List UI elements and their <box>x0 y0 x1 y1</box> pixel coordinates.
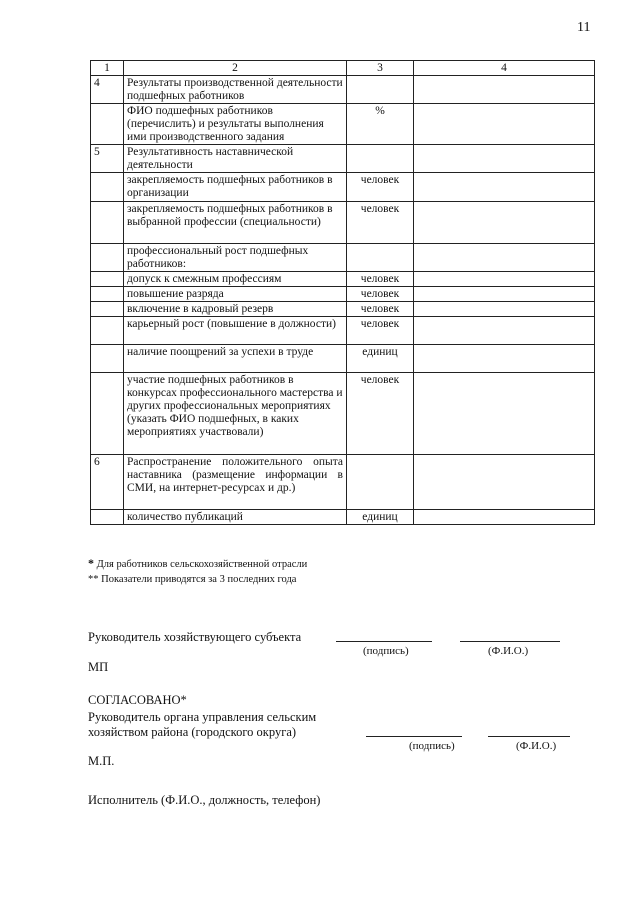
row-value <box>414 373 595 455</box>
table-row <box>91 145 595 173</box>
table-row <box>91 345 595 373</box>
header-col-3: 3 <box>347 61 414 76</box>
header-col-1: 1 <box>91 61 124 76</box>
table-row <box>91 455 595 510</box>
row-value <box>414 145 595 173</box>
executor-label: Исполнитель (Ф.И.О., должность, телефон) <box>88 793 321 807</box>
row-num <box>91 104 124 145</box>
row-unit: человек <box>347 317 414 345</box>
row-text: карьерный рост (повышение в должности) <box>124 317 347 345</box>
row-text: Результаты производственной деятельности подшефных работников <box>124 76 347 104</box>
table-row <box>91 202 595 244</box>
row-value <box>414 302 595 317</box>
agency-label-line1: Руководитель органа управления сельским <box>88 710 317 724</box>
footnote-2-text: Показатели приводятся за 3 последних года <box>101 574 297 585</box>
row-text: закрепляемость подшефных работников в выбранной профессии (специальности) <box>124 202 347 244</box>
table-header-row <box>91 61 595 76</box>
row-value <box>414 510 595 525</box>
row-unit <box>347 455 414 510</box>
row-text: закрепляемость подшефных работников в организации <box>124 173 347 202</box>
footnote-1-mark: * <box>88 556 94 570</box>
row-value <box>414 272 595 287</box>
signature-caption-1: (подпись) <box>363 645 409 657</box>
stamp-place-2: М.П. <box>88 754 115 768</box>
row-text: Результативность наставнической деятельности <box>124 145 347 173</box>
row-text: профессиональный рост подшефных работников: <box>124 244 347 272</box>
row-num: 4 <box>91 76 124 104</box>
row-unit: человек <box>347 373 414 455</box>
footnote-1 <box>88 556 307 572</box>
signature-line-2 <box>366 736 462 737</box>
row-text: ФИО подшефных работников (перечислить) и результаты выполнения ими производственного задания <box>124 104 347 145</box>
table-row <box>91 287 595 302</box>
table-row <box>91 272 595 287</box>
table-row <box>91 76 595 104</box>
row-unit: единиц <box>347 510 414 525</box>
row-unit: человек <box>347 287 414 302</box>
table-row <box>91 173 595 202</box>
row-value <box>414 455 595 510</box>
agreed-heading: СОГЛАСОВАНО* <box>88 693 187 707</box>
row-unit <box>347 76 414 104</box>
row-unit: человек <box>347 173 414 202</box>
fio-caption-1: (Ф.И.О.) <box>488 645 529 657</box>
signature-caption-2: (подпись) <box>409 740 455 752</box>
table-row <box>91 510 595 525</box>
indicators-table <box>90 60 595 525</box>
row-num <box>91 373 124 455</box>
footnote-2 <box>88 572 307 587</box>
fio-line-2 <box>488 736 570 737</box>
row-unit <box>347 244 414 272</box>
row-text: Распространение положительного опыта наставника (размещение информации в СМИ, на интернет-ресурсах и др.) <box>124 455 347 510</box>
row-num <box>91 317 124 345</box>
table-row <box>91 244 595 272</box>
row-value <box>414 287 595 302</box>
row-value <box>414 317 595 345</box>
row-num <box>91 302 124 317</box>
stamp-place-1: МП <box>88 660 109 674</box>
header-col-2: 2 <box>124 61 347 76</box>
row-value <box>414 104 595 145</box>
row-num <box>91 287 124 302</box>
row-num <box>91 202 124 244</box>
row-num: 5 <box>91 145 124 173</box>
table-row <box>91 302 595 317</box>
row-unit: человек <box>347 302 414 317</box>
table-row <box>91 373 595 455</box>
row-value <box>414 173 595 202</box>
row-num <box>91 173 124 202</box>
row-num <box>91 345 124 373</box>
row-text: количество публикаций <box>124 510 347 525</box>
page-number: 11 <box>577 20 591 35</box>
row-num <box>91 272 124 287</box>
agency-label-line2: хозяйством района (городского округа) <box>88 725 297 739</box>
row-text: повышение разряда <box>124 287 347 302</box>
footnote-2-mark: ** <box>88 574 99 585</box>
header-col-4: 4 <box>414 61 595 76</box>
row-unit: % <box>347 104 414 145</box>
row-value <box>414 202 595 244</box>
row-unit: единиц <box>347 345 414 373</box>
table-row <box>91 317 595 345</box>
head-label: Руководитель хозяйствующего субъекта <box>88 630 302 644</box>
row-unit <box>347 145 414 173</box>
row-value <box>414 244 595 272</box>
row-value <box>414 345 595 373</box>
row-value <box>414 76 595 104</box>
footnote-1-text: Для работников сельскохозяйственной отрасли <box>96 559 308 570</box>
row-text: наличие поощрений за успехи в труде <box>124 345 347 373</box>
row-unit: человек <box>347 272 414 287</box>
row-text: участие подшефных работников в конкурсах профессионального мастерства и других профессиональных мероприятиях (указать ФИО подшефных, в каких мероприятиях участвовали) <box>124 373 347 455</box>
fio-line-1 <box>460 641 560 642</box>
table-row <box>91 104 595 145</box>
footnotes <box>88 556 307 587</box>
row-text: включение в кадровый резерв <box>124 302 347 317</box>
row-num: 6 <box>91 455 124 510</box>
row-num <box>91 510 124 525</box>
signature-line-1 <box>336 641 432 642</box>
row-num <box>91 244 124 272</box>
fio-caption-2: (Ф.И.О.) <box>516 740 557 752</box>
row-text: допуск к смежным профессиям <box>124 272 347 287</box>
row-unit: человек <box>347 202 414 244</box>
